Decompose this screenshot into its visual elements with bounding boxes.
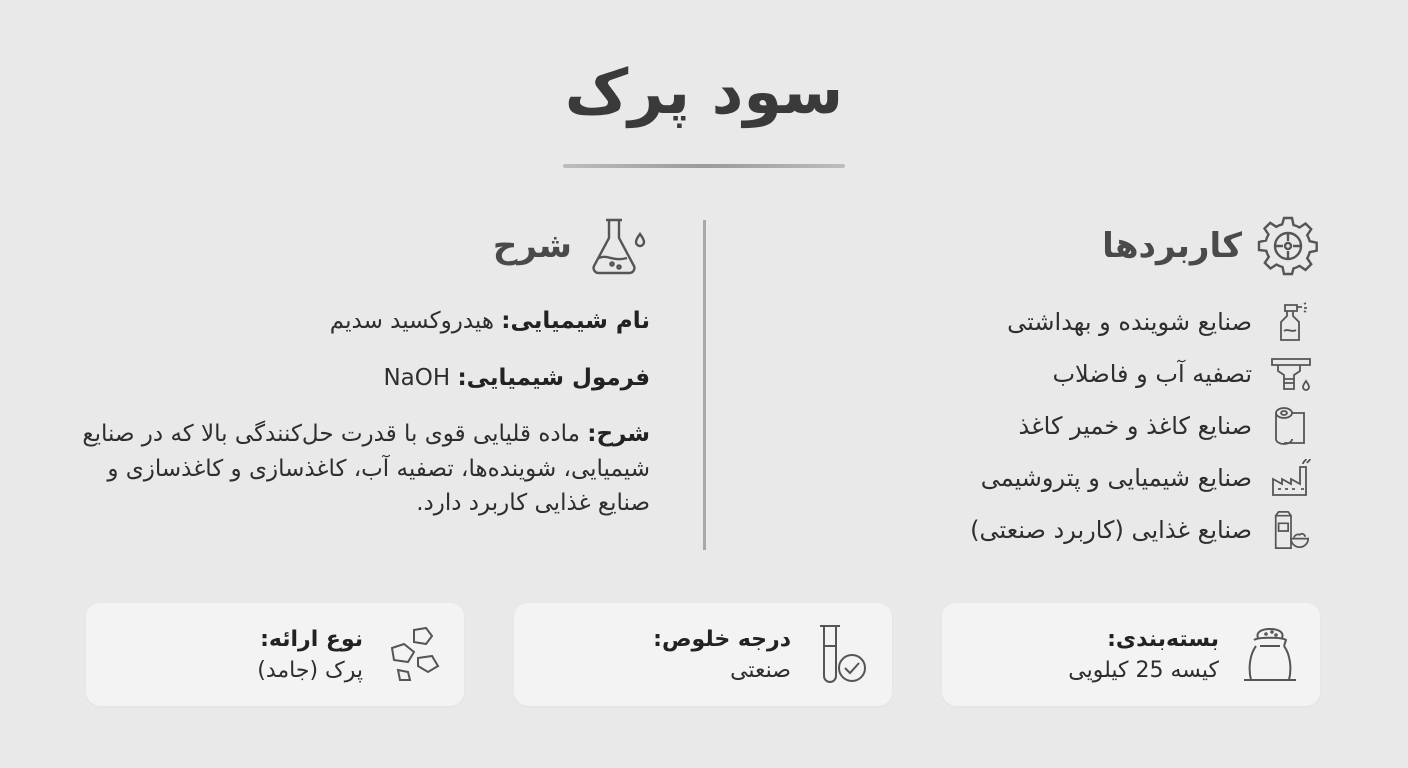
- page-title: سود پرک: [564, 55, 844, 128]
- list-item: [852, 452, 1312, 504]
- form-card: [86, 603, 464, 706]
- chemical-name-label: نام شیمیایی:: [501, 308, 650, 334]
- column-divider: [703, 220, 706, 550]
- description-value: ماده قلیایی قوی با قدرت حل‌کنندگی بالا که در صنایع شیمیایی، شوینده‌ها، تصفیه آب، کاغذسازی و کاغذسازی و صنایع غذایی کاربرد دارد.: [82, 421, 650, 516]
- packaging-value: کیسه 25 کیلویی: [1068, 657, 1219, 683]
- description-title: شرح: [492, 226, 572, 266]
- usage-label: صنایع شوینده و بهداشتی: [1007, 308, 1252, 336]
- flask-icon: [586, 214, 650, 278]
- description-text: [70, 417, 650, 521]
- form-label: نوع ارائه:: [260, 626, 363, 652]
- list-item: [852, 296, 1312, 348]
- usage-label: صنایع غذایی (کاربرد صنعتی): [970, 516, 1252, 544]
- purity-value: صنعتی: [730, 657, 791, 683]
- factory-icon: [1270, 456, 1312, 500]
- purity-card: [514, 603, 892, 706]
- sack-icon: [1238, 619, 1302, 689]
- purity-text: [653, 627, 791, 683]
- description-heading: [493, 214, 650, 278]
- usage-list: [852, 296, 1312, 556]
- purity-label: درجه خلوص:: [653, 626, 791, 652]
- packaging-card: [942, 603, 1320, 706]
- title-underline: [563, 164, 845, 168]
- description-label: شرح:: [587, 421, 650, 447]
- list-item: [852, 400, 1312, 452]
- list-item: [852, 504, 1312, 556]
- form-text: [257, 627, 363, 683]
- spray-bottle-icon: [1270, 300, 1312, 344]
- formula-label: فرمول شیمیایی:: [457, 364, 650, 391]
- food-package-icon: [1270, 508, 1312, 552]
- packaging-label: بسته‌بندی:: [1107, 626, 1219, 652]
- gear-icon: [1256, 214, 1320, 278]
- water-filter-icon: [1270, 352, 1312, 396]
- test-tube-check-icon: [810, 619, 874, 689]
- chemical-name: [70, 304, 650, 339]
- usage-label: تصفیه آب و فاضلاب: [1052, 360, 1252, 388]
- paper-roll-icon: [1270, 404, 1312, 448]
- usage-label: صنایع کاغذ و خمیر کاغذ: [1018, 412, 1252, 440]
- usages-heading: [1102, 214, 1320, 278]
- flakes-icon: [382, 619, 446, 689]
- usages-title: کاربردها: [1102, 226, 1242, 266]
- chemical-formula: [70, 361, 650, 396]
- form-value: پرک (جامد): [257, 657, 363, 683]
- description-block: [70, 304, 650, 543]
- list-item: [852, 348, 1312, 400]
- usage-label: صنایع شیمیایی و پتروشیمی: [980, 464, 1252, 492]
- chemical-name-value: هیدروکسید سدیم: [329, 308, 494, 334]
- packaging-text: [1068, 627, 1219, 683]
- formula-value: NaOH: [383, 364, 451, 391]
